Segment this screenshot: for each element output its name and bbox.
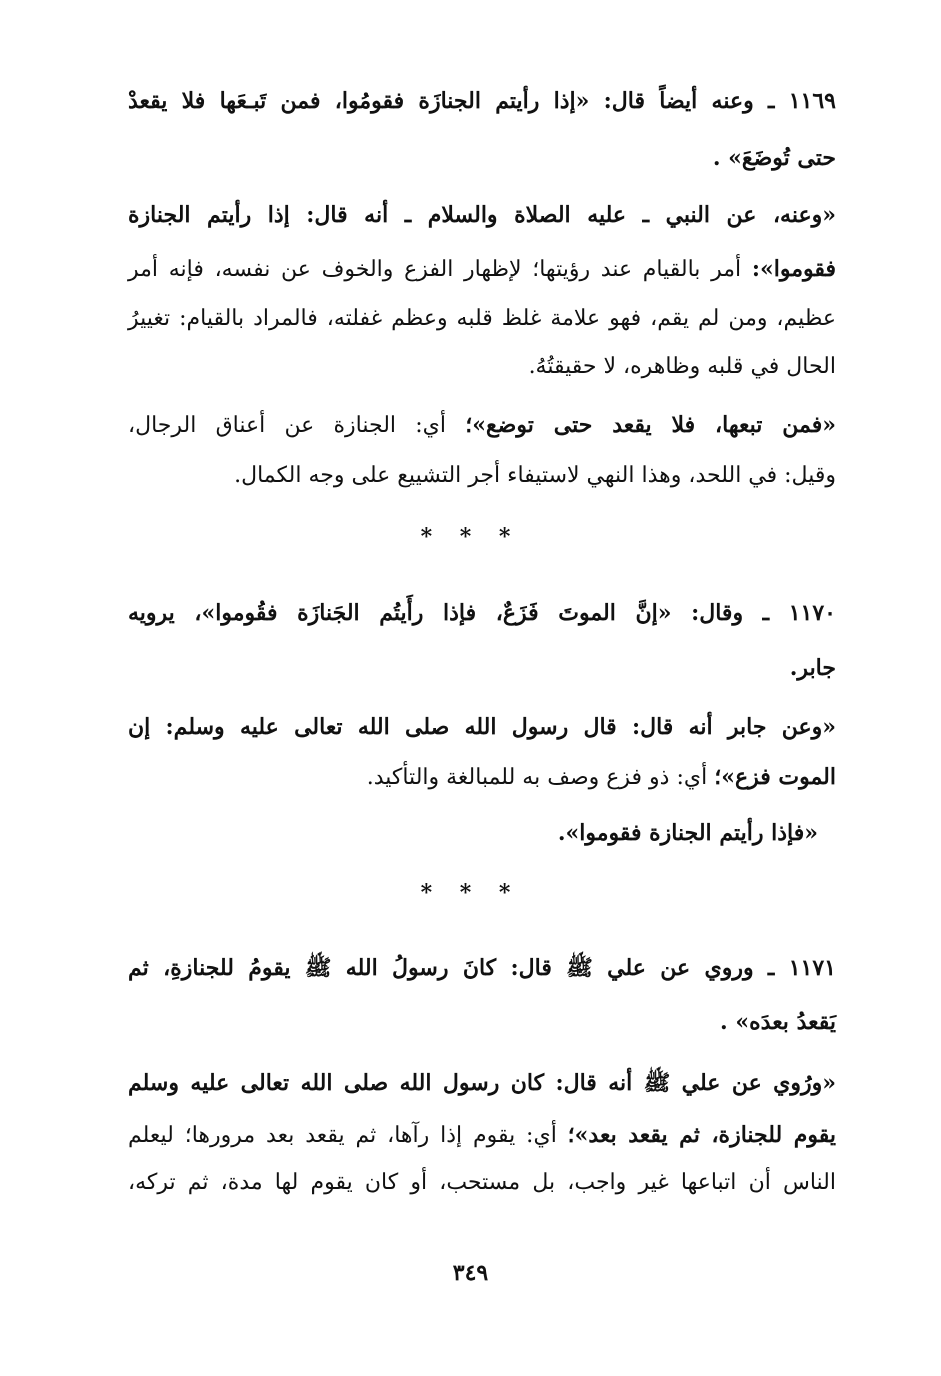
- hadith-1171-matn-line-1: ١١٧١ ـ وروي عن علي ﷺ قال: كانَ رسولُ الله ﷺ يقومُ للجنازةِ، ثم: [128, 955, 836, 981]
- hadith-1171-quote: يقوم للجنازة، ثم يقعد بعد»؛: [567, 1122, 836, 1148]
- hadith-1171-sharh-line-3: الناس أن اتباعها غير واجب، بل مستحب، أو كان يقوم لها مدة، ثم تركه،: [128, 1170, 836, 1195]
- hadith-1170-sharh-line-1: «وعن جابر أنه قال: قال رسول الله صلى الله تعالى عليه وسلم: إن: [128, 714, 836, 740]
- hadith-1169-sharh-line-4: الحال في قلبه وظاهره، لا حقيقتُهُ.: [528, 354, 836, 379]
- hadith-1171-sharh-line-1: «ورُوي عن علي ﷺ أنه قال: كان رسول الله صلى الله تعالى عليه وسلم: [128, 1070, 836, 1096]
- section-separator: * * *: [420, 880, 521, 906]
- hadith-1171-sharh-line-2: [128, 1120, 836, 1150]
- hadith-1169-matn-line-1: ١١٦٩ ـ وعنه أيضاً قال: «إذا رأيتم الجنازَة فقومُوا، فمن تَبـعَها فلا يقعدْ: [128, 88, 836, 114]
- hadith-1170-matn-line-1: ١١٧٠ ـ وقال: «إنَّ الموتَ فَزَعٌ، فإذا رأَيتُم الجَنازَة فقُوموا»، يرويه: [128, 600, 836, 626]
- hadith-1169-sharh-line-2: [128, 254, 836, 284]
- hadith-1170-commentary: أي: ذو فزع وصف به للمبالغة والتأكيد.: [366, 765, 715, 790]
- hadith-1169-quote: فقوموا»:: [751, 256, 836, 282]
- hadith-1169-sharh-line-1: «وعنه، عن النبي ـ عليه الصلاة والسلام ـ أنه قال: إذا رأيتم الجنازة: [128, 202, 836, 228]
- hadith-1169-sharh-p2-line-1: [128, 410, 836, 440]
- hadith-1170-quote: الموت فزع»؛: [714, 764, 836, 790]
- section-separator: * * *: [420, 524, 521, 550]
- hadith-1170-sharh-line-2: [128, 762, 836, 792]
- hadith-1171-matn-line-2: يَقعدُ بعدَه» .: [720, 1009, 836, 1035]
- hadith-1170-matn-line-2: جابر.: [789, 655, 836, 681]
- hadith-1169-sharh-line-3: عظيم، ومن لم يقم، فهو علامة غلظ قلبه وعظم غفلته، فالمراد بالقيام: تغييرُ: [128, 306, 836, 331]
- hadith-1169-sharh-p2-line-2: وقيل: في اللحد، وهذا النهي لاستيفاء أجر التشييع على وجه الكمال.: [234, 463, 836, 488]
- hadith-1169-quote-2: «فمن تبعها، فلا يقعد حتى توضع»؛: [465, 412, 836, 438]
- hadith-1171-commentary: أي: يقوم إذا رآها، ثم يقعد بعد مرورها؛ ليعلم: [128, 1123, 568, 1148]
- hadith-1169-matn-line-2: حتى تُوضَعَ» .: [712, 145, 836, 171]
- hadith-1170-sharh-line-3: «فإذا رأيتم الجنازة فقوموا».: [557, 820, 818, 846]
- hadith-1169-commentary-2: أي: الجنازة عن أعناق الرجال،: [128, 413, 466, 438]
- page-number: ٣٤٩: [452, 1260, 489, 1286]
- hadith-1169-commentary: أمر بالقيام عند رؤيتها؛ لإظهار الفزع والخوف عن نفسه، فإنه أمر: [128, 257, 752, 282]
